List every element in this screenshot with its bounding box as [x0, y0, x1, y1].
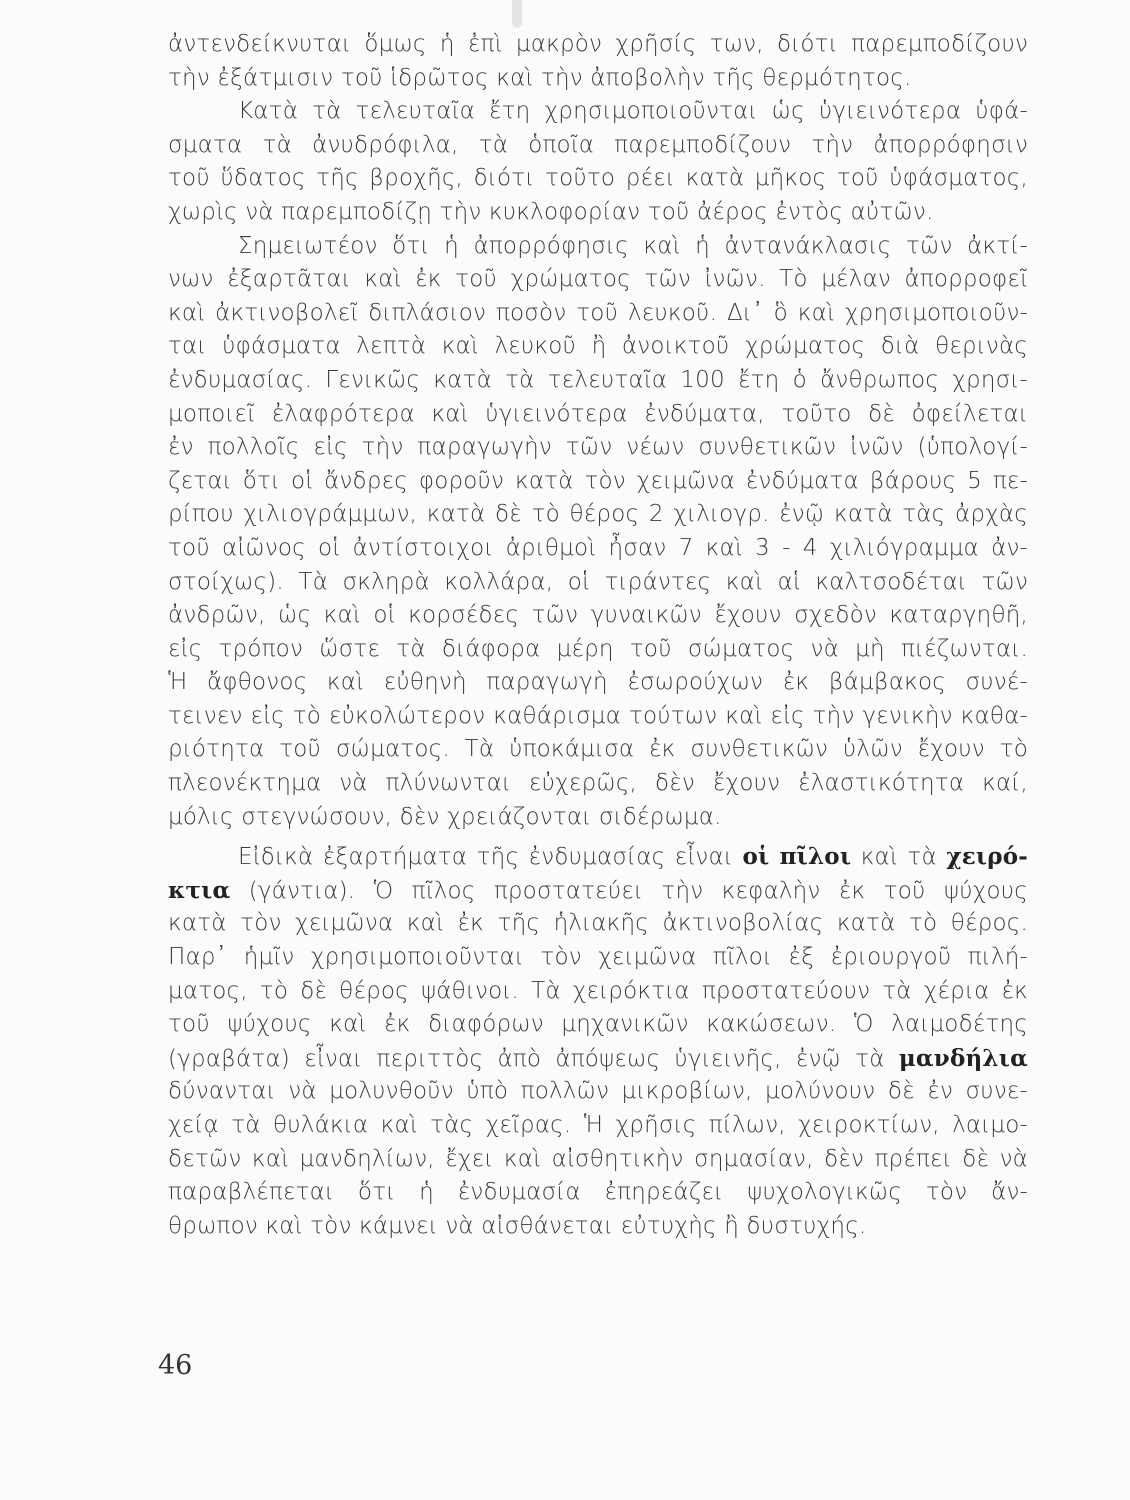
- text-line: [168, 162, 1028, 196]
- text-line: [168, 566, 1028, 600]
- text-line: [168, 874, 1028, 908]
- text-segment: τοῦ αἰῶνος οἱ ἀντίστοιχοι ἀριθμοὶ ἦσαν 7 καὶ 3 - 4 χιλιόγραμμα ἀν-: [168, 534, 1028, 561]
- text-line: [168, 633, 1028, 667]
- text-line: [168, 801, 1028, 835]
- text-line: [168, 975, 1028, 1009]
- bold-term: μανδήλια: [898, 1044, 1028, 1072]
- text-segment: ἀνδρῶν, ὡς καὶ οἱ κορσέδες τῶν γυναικῶν ἔχουν σχεδὸν καταργηθῆ,: [168, 602, 1028, 629]
- text-line: [168, 263, 1028, 297]
- bold-term: χειρό-: [946, 843, 1028, 871]
- text-segment: ἀντενδείκνυται ὅμως ἡ ἐπὶ μακρὸν χρῆσίς των, διότι παρεμποδίζουν: [168, 31, 1028, 57]
- text-line: [168, 840, 1028, 874]
- text-segment: καὶ τὰ: [851, 844, 947, 871]
- text-segment: μοποιεῖ ἐλαφρότερα καὶ ὑγιεινότερα ἐνδύματα, τοῦτο δὲ ὀφείλεται: [168, 400, 1028, 427]
- text-line: [168, 1042, 1028, 1076]
- text-line: [168, 431, 1028, 465]
- text-segment: νων ἐξαρτᾶται καὶ ἐκ τοῦ χρώματος τῶν ἰνῶν. Τὸ μέλαν ἀπορροφεῖ: [168, 266, 1028, 293]
- text-line: [168, 733, 1028, 767]
- text-segment: καὶ ἀκτινοβολεῖ διπλάσιον ποσὸν τοῦ λευκοῦ. Δι᾽ ὃ καὶ χρησιμοποιοῦν-: [168, 299, 1028, 326]
- text-segment: πλεονέκτημα νὰ πλύνωνται εὐχερῶς, δὲν ἔχουν ἐλαστικότητα καί,: [168, 770, 1028, 797]
- text-segment: ἐνδυμασίας. Γενικῶς κατὰ τὰ τελευταῖα 100 ἔτη ὁ ἄνθρωπος χρησι-: [168, 366, 1028, 393]
- text-line: [168, 767, 1028, 801]
- text-line: [168, 62, 1028, 96]
- text-segment: παραβλέπεται ὅτι ἡ ἐνδυμασία ἐπηρεάζει ψυχολογικῶς τὸν ἄν-: [168, 1179, 1028, 1206]
- text-line: [168, 941, 1028, 975]
- text-line: [168, 907, 1028, 941]
- text-line: [168, 1176, 1028, 1210]
- text-segment: Εἰδικὰ ἐξαρτήματα τῆς ἐνδυμασίας εἶναι: [238, 844, 743, 871]
- text-line: [168, 498, 1028, 532]
- text-segment: Ἡ ἄφθονος καὶ εὐθηνὴ παραγωγὴ ἐσωρούχων ἐκ βάμβακος συνέ-: [168, 669, 1028, 696]
- text-line: [168, 95, 1028, 129]
- bold-term: κτια: [168, 876, 231, 904]
- text-line: [168, 1210, 1028, 1244]
- bold-term: οἱ πῖλοι: [742, 843, 852, 871]
- text-line: [168, 1143, 1028, 1177]
- text-line: [168, 196, 1028, 230]
- text-segment: ματος, τὸ δὲ θέρος ψάθινοι. Τὰ χειρόκτια προστατεύουν τὰ χέρια ἐκ: [168, 977, 1028, 1004]
- text-line: [168, 28, 1028, 62]
- text-segment: ται ὑφάσματα λεπτὰ καὶ λευκοῦ ἢ ἀνοικτοῦ χρώματος διὰ θερινὰς: [168, 333, 1028, 360]
- text-segment: ζεται ὅτι οἱ ἄνδρες φοροῦν κατὰ τὸν χειμῶνα ἐνδύματα βάρους 5 πε-: [168, 467, 1028, 494]
- text-segment: σματα τὰ ἀνυδρόφιλα, τὰ ὁποῖα παρεμποδίζουν τὴν ἀπορρόφησιν: [168, 131, 1028, 158]
- text-line: [168, 1109, 1028, 1143]
- text-line: [168, 666, 1028, 700]
- text-segment: εἰς τρόπον ὥστε τὰ διάφορα μέρη τοῦ σώματος νὰ μὴ πιέζωνται.: [168, 635, 1028, 662]
- text-segment: τοῦ ὕδατος τῆς βροχῆς, διότι τοῦτο ρέει κατὰ μῆκος τοῦ ὑφάσματος,: [168, 165, 1028, 192]
- text-line: [168, 297, 1028, 331]
- page-body: [168, 28, 1028, 1243]
- text-segment: χείᾳ τὰ θυλάκια καὶ τὰς χεῖρας. Ἡ χρῆσις πίλων, χειροκτίων, λαιμο-: [168, 1112, 1028, 1138]
- text-segment: ριότητα τοῦ σώματος. Τὰ ὑποκάμισα ἐκ συνθετικῶν ὑλῶν ἔχουν τὸ: [168, 736, 1028, 763]
- text-line: [168, 532, 1028, 566]
- scan-mark: [512, 0, 522, 28]
- text-line: [168, 465, 1028, 499]
- text-line: [168, 1075, 1028, 1109]
- text-segment: κατὰ τὸν χειμῶνα καὶ ἐκ τῆς ἡλιακῆς ἀκτινοβολίας κατὰ τὸ θέρος.: [168, 910, 1028, 937]
- text-segment: μόλις στεγνώσουν, δὲν χρειάζονται σιδέρωμα.: [168, 803, 722, 830]
- text-segment: τεινεν εἰς τὸ εὐκολώτερον καθάρισμα τούτων καὶ εἰς τὴν γενικὴν καθα-: [168, 702, 1028, 729]
- text-line: [168, 230, 1028, 264]
- text-line: [168, 330, 1028, 364]
- text-line: [168, 1008, 1028, 1042]
- text-line: [168, 599, 1028, 633]
- text-segment: χωρὶς νὰ παρεμποδίζῃ τὴν κυκλοφορίαν τοῦ ἀέρος ἐντὸς αὐτῶν.: [168, 198, 934, 225]
- text-segment: δετῶν καὶ μανδηλίων, ἔχει καὶ αἰσθητικὴν σημασίαν, δὲν πρέπει δὲ νὰ: [168, 1145, 1028, 1172]
- text-segment: τὴν ἐξάτμισιν τοῦ ἱδρῶτος καὶ τὴν ἀποβολὴν τῆς θερμότητος.: [168, 64, 912, 91]
- page-number: 46: [158, 1350, 193, 1381]
- text-segment: δύνανται νὰ μολυνθοῦν ὑπὸ πολλῶν μικροβίων, μολύνουν δὲ ἐν συνε-: [168, 1078, 1028, 1105]
- text-segment: θρωπον καὶ τὸν κάμνει νὰ αἰσθάνεται εὐτυχὴς ἢ δυστυχής.: [168, 1212, 867, 1239]
- text-segment: (γάντια). Ὁ πῖλος προστατεύει τὴν κεφαλὴν ἐκ τοῦ ψύχους: [230, 877, 1028, 904]
- text-segment: ἐν πολλοῖς εἰς τὴν παραγωγὴν τῶν νέων συνθετικῶν ἰνῶν (ὑπολογί-: [168, 434, 1028, 461]
- text-segment: τοῦ ψύχους καὶ ἐκ διαφόρων μηχανικῶν κακώσεων. Ὁ λαιμοδέτης: [168, 1011, 1028, 1038]
- text-segment: στοίχως). Τὰ σκληρὰ κολλάρα, οἱ τιράντες καὶ αἱ καλτσοδέται τῶν: [168, 568, 1028, 595]
- text-line: [168, 129, 1028, 163]
- text-segment: Παρ᾽ ἡμῖν χρησιμοποιοῦνται τὸν χειμῶνα πῖλοι ἐξ ἐριουργοῦ πιλή-: [168, 944, 1028, 971]
- text-segment: Κατὰ τὰ τελευταῖα ἔτη χρησιμοποιοῦνται ὡς ὑγιεινότερα ὑφά-: [238, 98, 1028, 125]
- text-line: [168, 398, 1028, 432]
- text-line: [168, 700, 1028, 734]
- text-segment: Σημειωτέον ὅτι ἡ ἀπορρόφησις καὶ ἡ ἀντανάκλασις τῶν ἀκτί-: [238, 232, 1028, 259]
- text-segment: (γραβάτα) εἶναι περιττὸς ἀπὸ ἀπόψεως ὑγιεινῆς, ἐνῷ τὰ: [168, 1045, 899, 1072]
- text-segment: ρίπου χιλιογράμμων, κατὰ δὲ τὸ θέρος 2 χιλιογρ. ἐνῷ κατὰ τὰς ἀρχὰς: [168, 501, 1028, 528]
- text-line: [168, 364, 1028, 398]
